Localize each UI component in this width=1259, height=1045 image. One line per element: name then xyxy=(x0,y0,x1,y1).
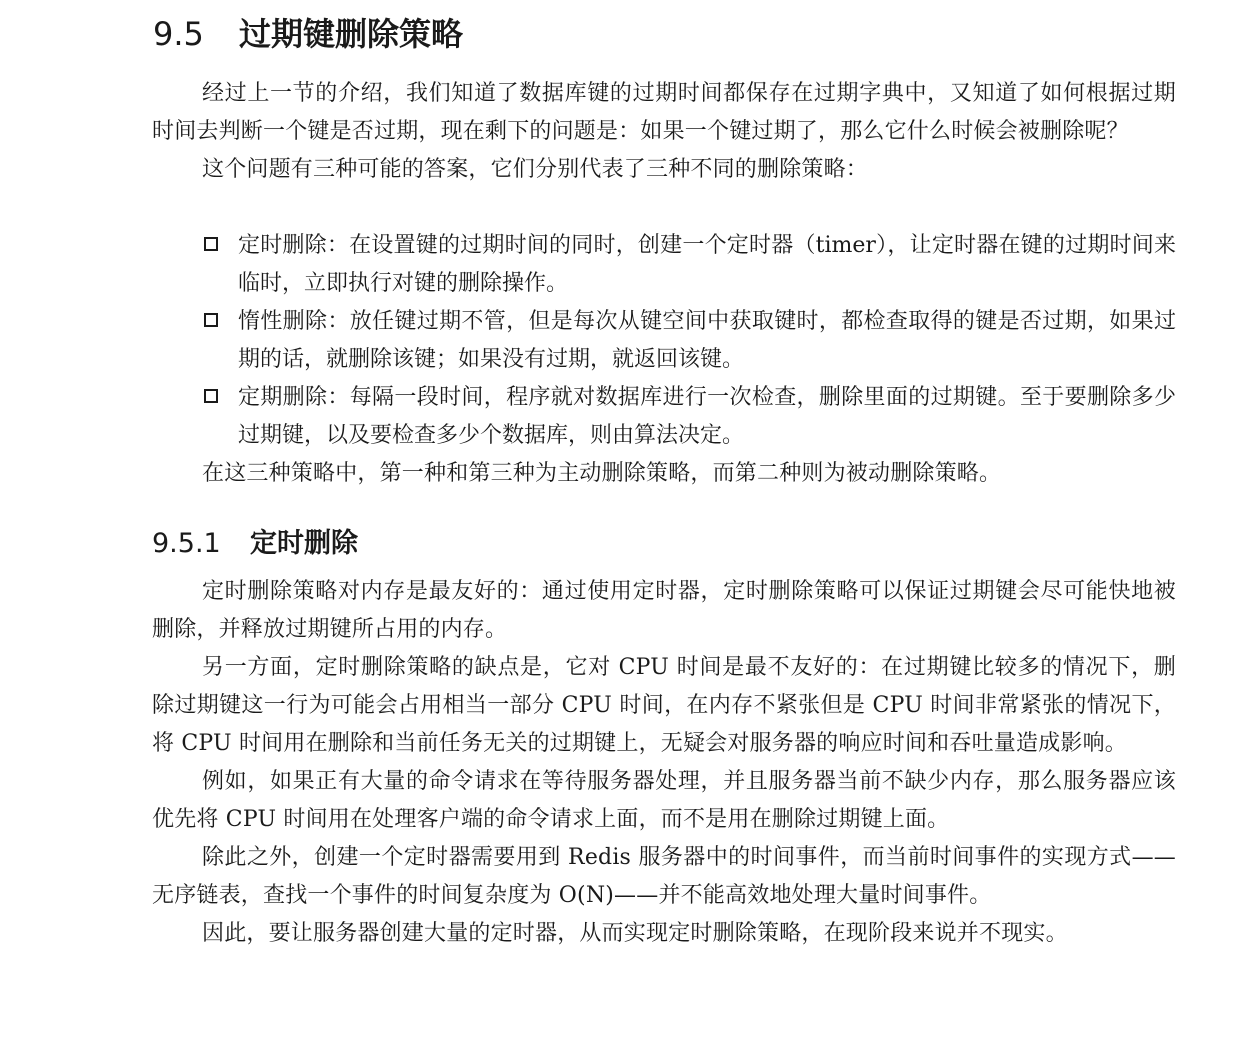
summary-paragraph: 在这三种策略中，第一种和第三种为主动删除策略，而第二种则为被动删除策略。 xyxy=(202,461,1002,486)
list-item xyxy=(204,303,1176,379)
body-block xyxy=(152,573,1176,953)
section-heading xyxy=(153,12,463,56)
list-item xyxy=(204,227,1176,303)
subsection-title: 定时删除 xyxy=(250,528,358,559)
strategy-text-lazy: 惰性删除：放任键过期不管，但是每次从键空间中获取键时，都检查取得的键是否过期，如果过期的话，就删除该键；如果没有过期，就返回该键。 xyxy=(238,309,1176,372)
strategy-text-periodic: 定期删除：每隔一段时间，程序就对数据库进行一次检查，删除里面的过期键。至于要删除多少过期键，以及要检查多少个数据库，则由算法决定。 xyxy=(238,385,1176,448)
body-paragraph-2: 另一方面，定时删除策略的缺点是，它对 CPU 时间是最不友好的：在过期键比较多的情况下，删除过期键这一行为可能会占用相当一部分 CPU 时间，在内存不紧张但是 CPU 时间非常紧张的情况下，将 CPU 时间用在删除和当前任务无关的过期键上，无疑会对服务器的响应时间和吞吐量造成影响。 xyxy=(152,655,1176,756)
checkbox-bullet-icon xyxy=(204,389,218,403)
summary-block xyxy=(152,455,1176,493)
subsection-heading xyxy=(152,524,358,564)
body-paragraph-1: 定时删除策略对内存是最友好的：通过使用定时器，定时删除策略可以保证过期键会尽可能快地被删除，并释放过期键所占用的内存。 xyxy=(152,579,1176,642)
strategy-text-timed: 定时删除：在设置键的过期时间的同时，创建一个定时器（timer），让定时器在键的过期时间来临时，立即执行对键的删除操作。 xyxy=(238,233,1176,296)
strategy-list xyxy=(204,227,1176,455)
body-paragraph-3: 例如，如果正有大量的命令请求在等待服务器处理，并且服务器当前不缺少内存，那么服务器应该优先将 CPU 时间用在处理客户端的命令请求上面，而不是用在删除过期键上面。 xyxy=(152,769,1176,832)
subsection-number: 9.5.1 xyxy=(152,528,221,559)
section-number: 9.5 xyxy=(153,15,204,53)
intro-paragraph-1: 经过上一节的介绍，我们知道了数据库键的过期时间都保存在过期字典中，又知道了如何根据过期时间去判断一个键是否过期，现在剩下的问题是：如果一个键过期了，那么它什么时候会被删除呢？ xyxy=(152,81,1176,144)
body-paragraph-4: 除此之外，创建一个定时器需要用到 Redis 服务器中的时间事件，而当前时间事件的实现方式——无序链表，查找一个事件的时间复杂度为 O(N)——并不能高效地处理大量时间事件。 xyxy=(152,845,1176,908)
section-title: 过期键删除策略 xyxy=(239,15,464,53)
checkbox-bullet-icon xyxy=(204,313,218,327)
intro-block xyxy=(152,75,1176,189)
checkbox-bullet-icon xyxy=(204,237,218,251)
intro-paragraph-2: 这个问题有三种可能的答案，它们分别代表了三种不同的删除策略： xyxy=(202,157,869,182)
body-paragraph-5: 因此，要让服务器创建大量的定时器，从而实现定时删除策略，在现阶段来说并不现实。 xyxy=(202,921,1068,946)
list-item xyxy=(204,379,1176,455)
